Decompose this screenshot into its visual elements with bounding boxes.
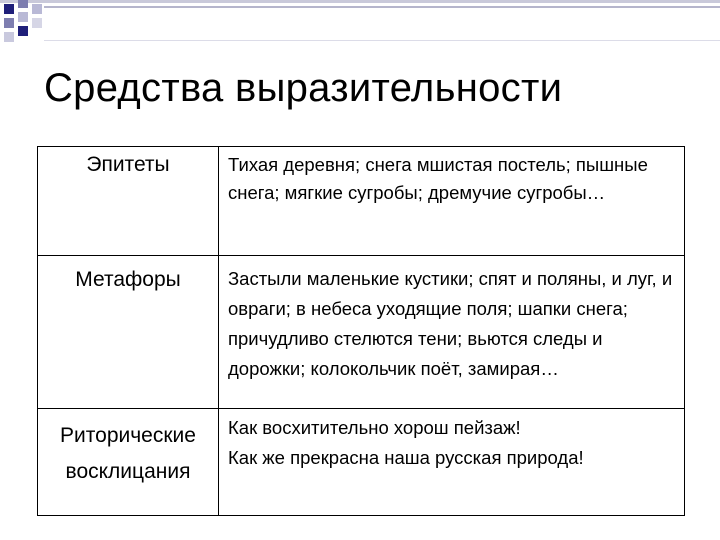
example-line: Как же прекрасна наша русская природа!: [228, 447, 584, 468]
term-label-line: восклицания: [65, 460, 191, 483]
table-row: [38, 147, 685, 256]
devices-table: [37, 146, 685, 516]
example-line: Как восхитительно хорош пейзаж!: [228, 417, 521, 438]
decorative-corner-squares: [0, 0, 720, 46]
examples-cell: Тихая деревня; снега мшистая постель; пышные снега; мягкие сугробы; дремучие сугробы…: [219, 147, 685, 256]
term-cell: [38, 409, 219, 516]
term-label: Эпитеты: [86, 153, 170, 176]
slide-title: Средства выразительности: [44, 66, 563, 110]
table-row: [38, 409, 685, 516]
term-label-line: Риторические: [60, 424, 196, 447]
term-label: Метафоры: [75, 268, 181, 291]
term-cell: [38, 147, 219, 256]
term-cell: [38, 256, 219, 409]
table-row: [38, 256, 685, 409]
examples-cell: Застыли маленькие кустики; спят и поляны, и луг, и овраги; в небеса уходящие поля; шапки снега; причудливо стелются тени; вьются следы и дорожки; колокольчик поёт, замирая…: [219, 256, 685, 409]
examples-cell: [219, 409, 685, 516]
